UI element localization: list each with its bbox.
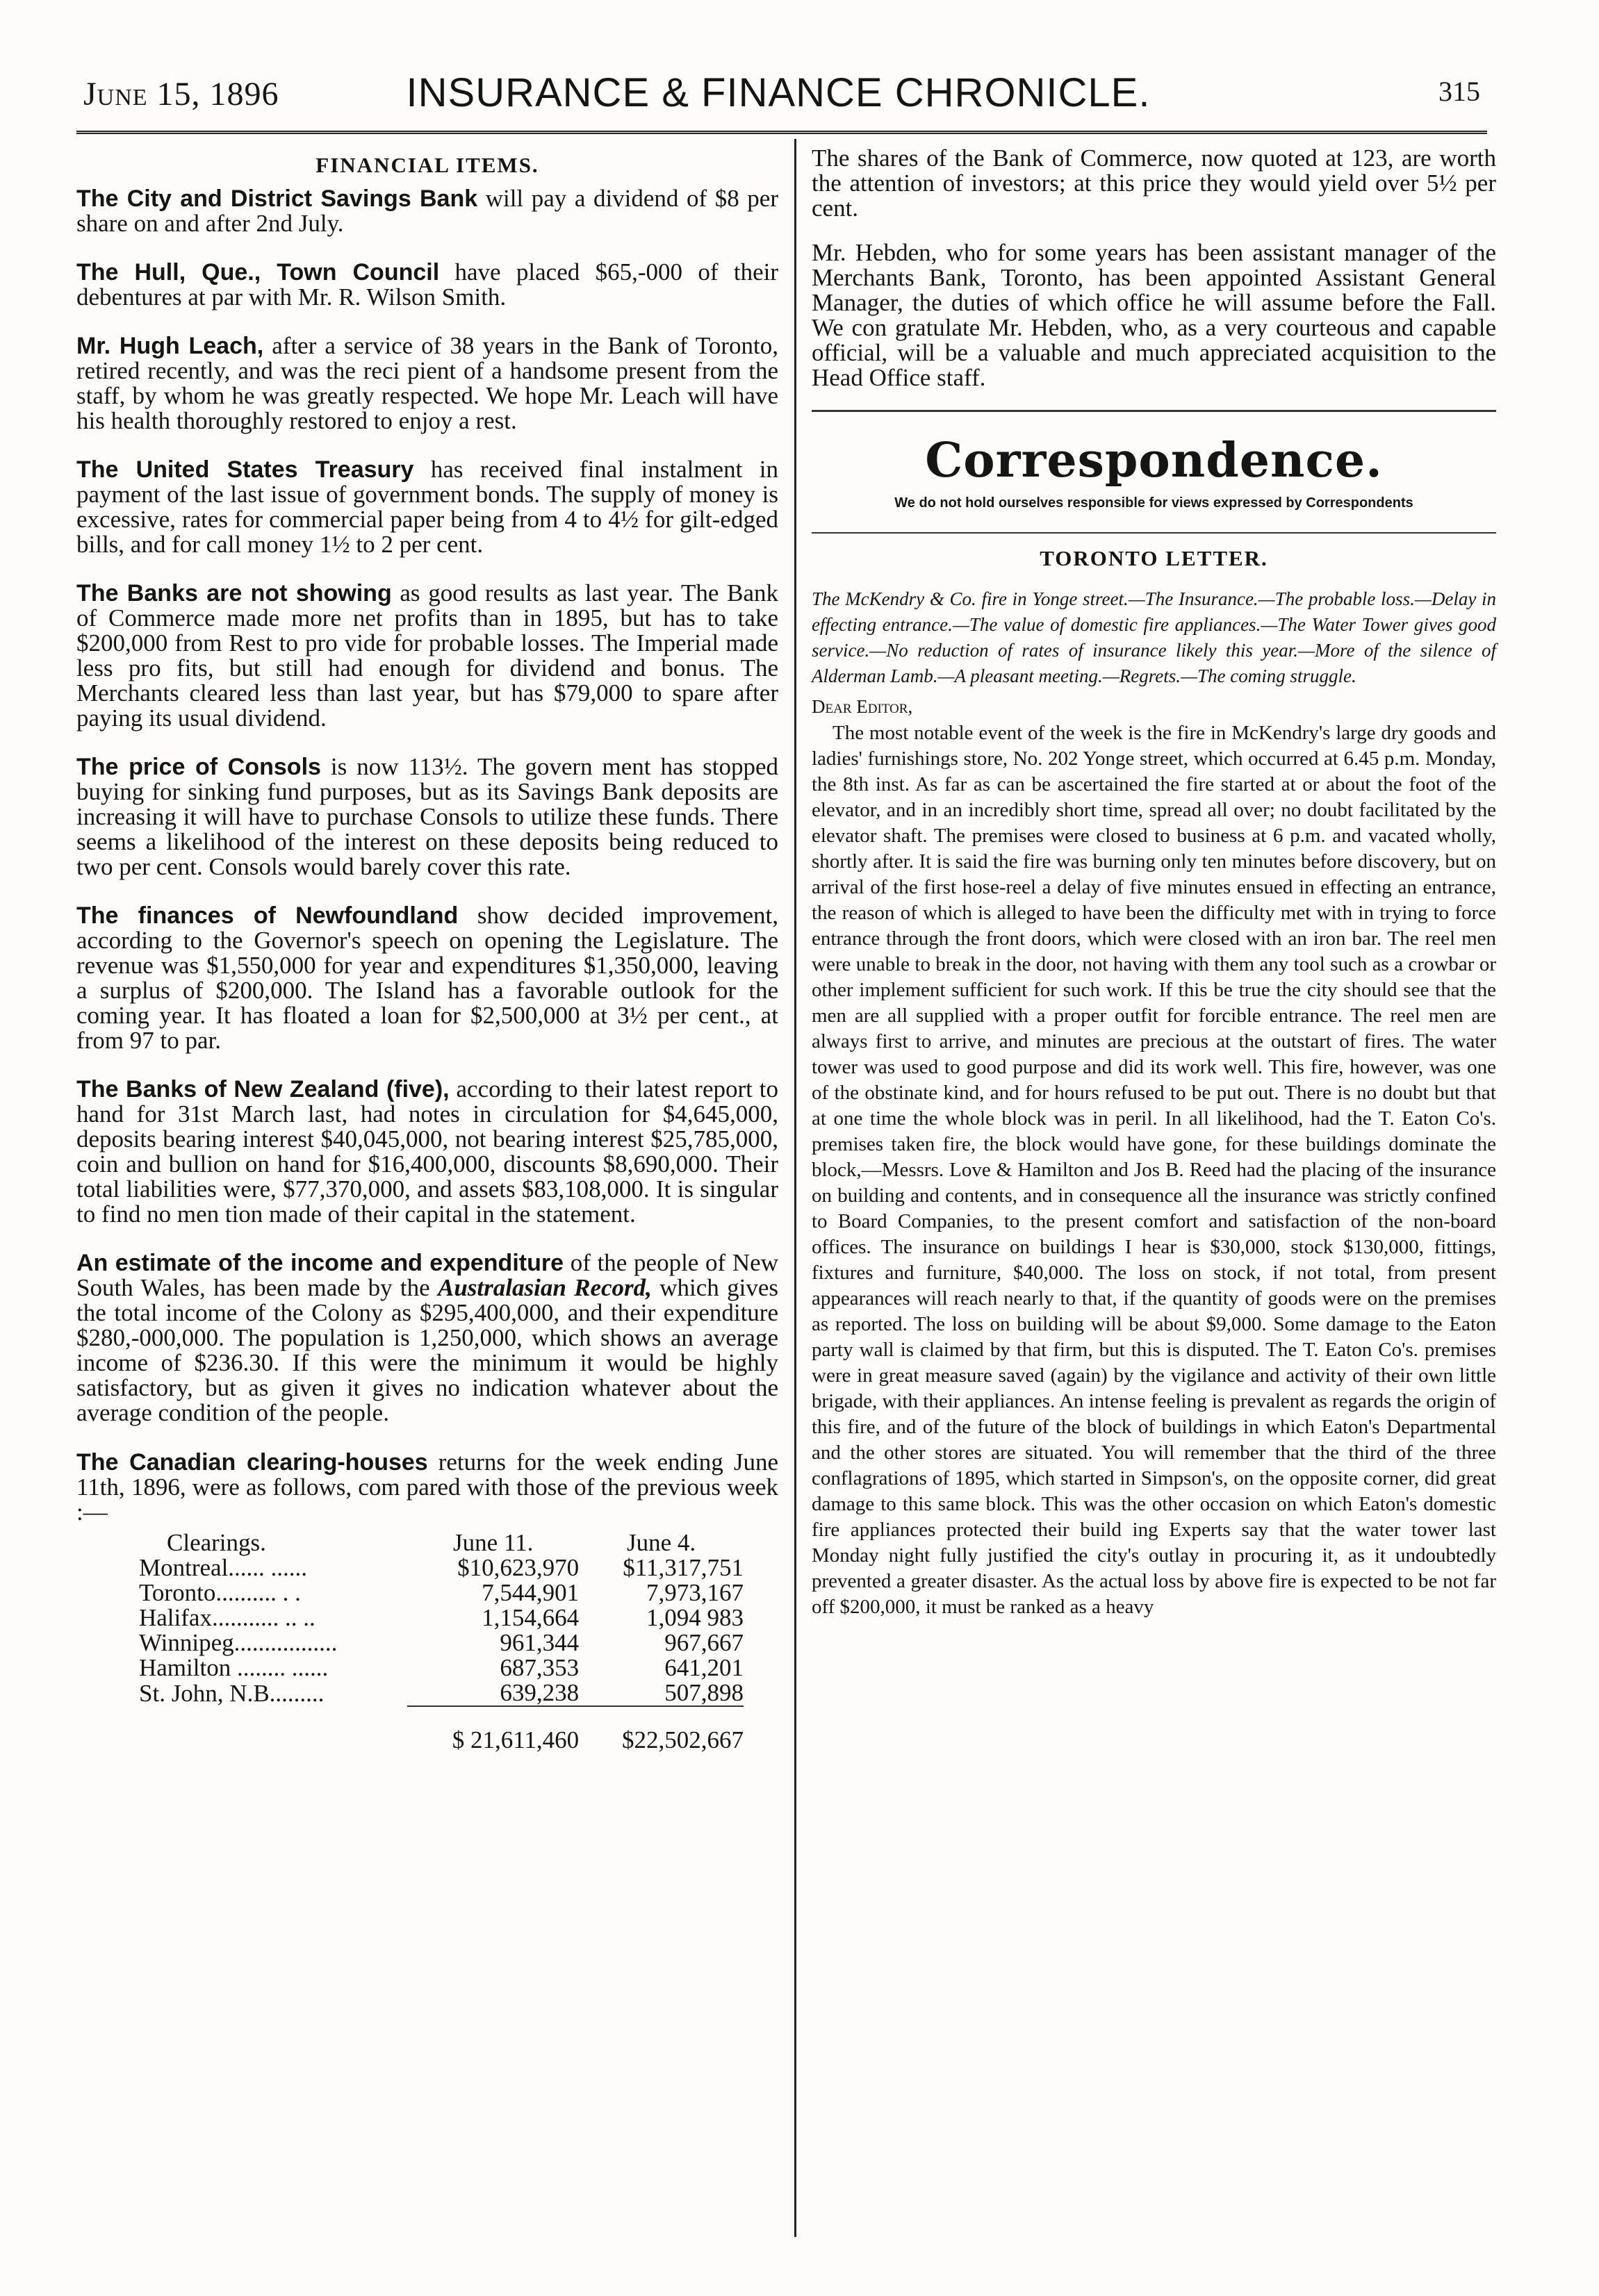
news-item: The shares of the Bank of Commerce, now quoted at 123, are worth the attention of investors; at this price they would yield over 5½ per cent.	[812, 144, 1496, 222]
section-divider	[812, 410, 1496, 412]
publication-title: INSURANCE & FINANCE CHRONICLE.	[406, 70, 1151, 115]
news-item	[76, 186, 778, 236]
value-cell: $11,317,751	[623, 1554, 744, 1581]
city-cell: Hamilton ........ ......	[139, 1654, 329, 1681]
item-text: will pay a dividend of $8 per share on and after 2nd July.	[76, 185, 778, 237]
city-cell: Halifax........... .. ..	[139, 1604, 315, 1631]
value-cell: 1,154,664	[482, 1604, 580, 1631]
item-lead: An estimate of the income and expenditure	[76, 1250, 564, 1276]
item-lead: The Hull, Que., Town Council	[76, 259, 440, 286]
news-item	[76, 260, 778, 310]
value-cell: $10,623,970	[457, 1554, 580, 1581]
item-lead: The City and District Savings Bank	[76, 185, 478, 212]
item-lead: The finances of Newfoundland	[76, 902, 459, 929]
column-header: June 11.	[453, 1529, 534, 1556]
city-cell: Toronto.......... . .	[139, 1579, 301, 1606]
table-row	[139, 1655, 744, 1680]
value-cell: 967,667	[664, 1629, 744, 1656]
page-number: 315	[1438, 76, 1480, 107]
city-cell: St. John, N.B.........	[139, 1679, 325, 1707]
item-text: of the people of New South Wales, has been made by the	[76, 1249, 778, 1301]
item-lead: The United States Treasury	[76, 456, 414, 483]
news-item	[76, 333, 778, 433]
news-item	[76, 903, 778, 1053]
table-row	[139, 1630, 744, 1655]
item-lead: The Canadian clearing-houses	[76, 1449, 428, 1476]
news-item	[76, 1450, 778, 1525]
issue-date: June 15, 1896	[83, 76, 279, 113]
value-cell: 641,201	[664, 1654, 744, 1681]
value-cell: 1,094 983	[646, 1604, 744, 1631]
item-text: according to their latest report to hand for 31st March last, had notes in circulation for $4,645,000, deposits bearing interest $40,045,000, not bearing interest $25,785,000, coin and bullion on hand for $16,400,000, discounts $8,690,000. Their total liabilities were, $77,370,000, and assets $83,108,000. It is singular to find no men tion made of their capital in the statement.	[76, 1075, 778, 1228]
table-row	[139, 1605, 744, 1630]
news-item: Mr. Hebden, who for some years has been assistant manager of the Merchants Bank, Toronto, has been appointed Assistant General Manager, the duties of which office he will assume before the Fall. We con gratulate Mr. Hebden, who, as a very courteous and capable official, will be a valuable and much appreciated acquisition to the Head Office staff.	[812, 239, 1496, 391]
value-cell: 7,973,167	[646, 1579, 744, 1606]
letter-synopsis: The McKendry & Co. fire in Yonge street.—The Insurance.—The probable loss.—Delay in effecting entrance.—The value of domestic fire appliances.—The Water Tower gives good service.—No reduction of rates of insurance likely this year.—More of the silence of Alderman Lamb.—A pleasant meeting.—Regrets.—The coming struggle.	[812, 588, 1496, 686]
item-text: returns for the week ending June 11th, 1896, were as follows, com pared with those of the previous week :—	[76, 1448, 778, 1526]
table-row	[139, 1680, 744, 1706]
news-item	[76, 1077, 778, 1227]
item-lead: The Banks of New Zealand (five),	[76, 1076, 450, 1102]
value-cell: 961,344	[500, 1629, 580, 1656]
table-header-row	[139, 1530, 744, 1555]
total-june-11: $ 21,611,460	[407, 1706, 579, 1753]
letter-title: TORONTO LETTER.	[812, 532, 1496, 571]
left-column	[76, 146, 778, 1753]
correspondence-disclaimer: We do not hold ourselves responsible for views expressed by Correspondents	[894, 495, 1413, 511]
page-header	[76, 68, 1480, 124]
item-text: as good results as last year. The Bank of Commerce made more net profits than in 1895, but has to take $200,000 from Rest to pro vide for probable losses. The Imperial made less pro fits, but still had enough for dividend and bonus. The Merchants cleared less than last year, but has $79,000 to spare after paying its usual dividend.	[76, 579, 778, 732]
value-cell: 639,238	[500, 1679, 580, 1706]
clearings-table	[139, 1530, 744, 1753]
news-item	[76, 1250, 778, 1426]
table-row	[139, 1555, 744, 1580]
news-item	[76, 754, 778, 879]
letter-salutation: Dear Editor,	[812, 696, 913, 717]
city-cell: Montreal...... ......	[139, 1554, 308, 1581]
item-text: has received final instalment in payment of the last issue of government bonds. The supply of money is excessive, rates for commercial paper being from 4 to 4½ for gilt-edged bills, and for call money 1½ to 2 per cent.	[76, 456, 778, 558]
item-lead: Mr. Hugh Leach,	[76, 333, 264, 359]
correspondence-heading: Correspondence.	[925, 433, 1383, 488]
right-column	[812, 146, 1496, 1620]
column-header: June 4.	[626, 1529, 696, 1556]
value-cell: 507,898	[664, 1679, 744, 1706]
item-text: have placed $65,-000 of their debentures at par with Mr. R. Wilson Smith.	[76, 258, 778, 311]
header-rule	[76, 131, 1487, 134]
item-text: show decided improvement, according to the Governor's speech on opening the Legislature. The revenue was $1,550,000 for year and expenditures $1,350,000, leaving a surplus of $200,000. The Island has a favorable outlook for the coming year. It has floated a loan for $2,500,000 at 3½ per cent., at from 97 to par.	[76, 902, 778, 1054]
letter-body: The most notable event of the week is the fire in McKendry's large dry goods and ladies' furnishings store, No. 202 Yonge street, which occurred at 6.45 p.m. Monday, the 8th inst. As far as can be ascertained the fire started at or about the foot of the elevator, and in an incredibly short time, spread all over; no doubt facilitated by the elevator shaft. The premises were closed to business at 6 p.m. and vacated wholly, shortly after. It is said the fire was burning only ten minutes before discovery, but on arrival of the first hose-reel a delay of five minutes ensued in effecting an entrance, the reason of which is alleged to have been the difficulty met with in trying to force entrance through the front doors, which were closed with an iron bar. The reel men were unable to break in the door, not having with them any tool such as a crowbar or other implement sufficient for such work. If this be true the city should see that the men are all supplied with a proper outfit for forcible entrance. The reel men are always first to arrive, and minutes are precious at the outstart of fires. The water tower was used to good purpose and did its work well. This fire, however, was one of the obstinate kind, and for hours refused to be put out. There is no doubt but that at one time the whole block was in peril. In all likelihood, had the T. Eaton Co's. premises taken fire, the block would have gone, for these buildings dominate the block,—Messrs. Love & Hamilton and Jos B. Reed had the placing of the insurance on building and contents, and in consequence all the insurance was strictly confined to Board Companies, to the present comfort and satisfaction of the non-board offices. The insurance on buildings I hear is $30,000, stock $130,000, fittings, fixtures and furniture, $40,000. The loss on stock, if not total, from present appearances will reach nearly to that, if the quantity of goods were on the premises as reported. The loss on building will be about $9,000. Some damage to the Eaton party wall is claimed by that firm, but this is disputed. The T. Eaton Co's. premises were in great measure saved (again) by the vigilance and activity of their own little brigade, with their appliances. An intense feeling is prevalent as regards the origin of this fire, and of the future of the block of buildings in which Eaton's Departmental and the other stores are situated. You will remember that the third of the three conflagrations of 1895, which started in Simpson's, on the opposite corner, did great damage to this same block. This was the other occasion on which Eaton's domestic fire appliances protected their build ing Experts say that the water tower last Monday night fully justified the city's outlay in procuring it, as it undoubtedly prevented a greater disaster. As the actual loss by above fire is expected to be not far off $200,000, it must be ranked as a heavy	[812, 722, 1496, 1618]
section-title-financial-items: FINANCIAL ITEMS.	[315, 153, 539, 177]
item-lead: The price of Consols	[76, 754, 321, 780]
column-header: Clearings.	[167, 1529, 266, 1556]
clearing-house-returns	[76, 1450, 778, 1753]
item-lead: The Banks are not showing	[76, 580, 392, 606]
city-cell: Winnipeg.................	[139, 1629, 338, 1656]
publication-name: Australasian Record,	[438, 1274, 652, 1301]
item-text: is now 113½. The govern ment has stopped buying for sinking fund purposes, but as its Savings Bank deposits are increasing it will have to purchase Consols to utilize these funds. There seems a likelihood of the interest on these deposits being reduced to two per cent. Consols would barely cover this rate.	[76, 753, 779, 880]
news-item	[76, 457, 778, 557]
news-item	[76, 581, 778, 731]
value-cell: 7,544,901	[482, 1579, 580, 1606]
column-divider	[794, 139, 796, 2237]
value-cell: 687,353	[500, 1654, 580, 1681]
total-june-4: $22,502,667	[579, 1706, 744, 1753]
totals-row	[139, 1706, 744, 1753]
item-text: after a service of 38 years in the Bank of Toronto, retired recently, and was the reci pient of a handsome present from the staff, by whom he was greatly respected. We hope Mr. Leach will have his health thoroughly restored to enjoy a rest.	[76, 332, 778, 434]
table-row	[139, 1580, 744, 1605]
item-text: which gives the total income of the Colony as $295,400,000, and their expenditure $280,-000,000. The population is 1,250,000, which shows an average income of $236.30. If this were the minimum it would be highly satisfactory, but as given it gives no indication whatever about the average condition of the people.	[76, 1274, 778, 1426]
